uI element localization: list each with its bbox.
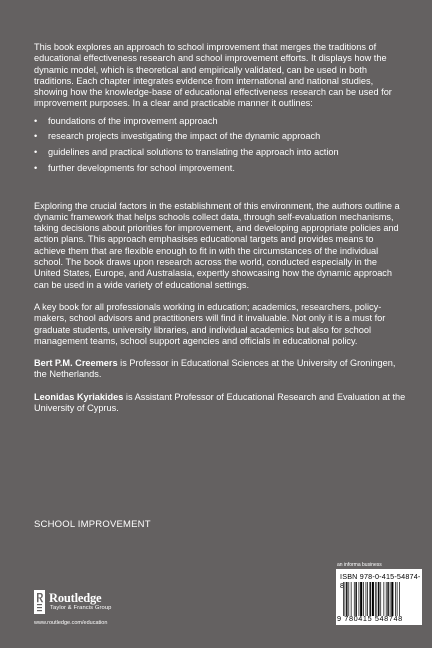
- publisher-logo: [34, 590, 154, 614]
- list-item: • guidelines and practical solutions to translating the approach into action: [34, 147, 406, 163]
- barcode-bar: [346, 582, 347, 616]
- barcode-bar: [351, 582, 352, 616]
- intro-paragraph: This book explores an approach to school improvement that merges the traditions of educational effectiveness research and school improvement efforts. It displays how the dynamic model, which is theoretical and empirically validated, can be used in both traditions. Each chapter integrates evidence from international and national studies, showing how the knowledge-base of educational effectiveness research can be used for improvement purposes. In a clear and practicable manner it outlines:: [34, 42, 392, 109]
- list-item: • further developments for school improvement.: [34, 163, 406, 179]
- routledge-r-icon: [34, 590, 45, 614]
- body-paragraph-2: Exploring the crucial factors in the establishment of this environment, the authors outline a dynamic framework that helps schools collect data, through self-evaluation mechanisms, taking decisions about priorities for improvement, and developing appropriate policies and action plans. This approach emphasises educational targets and provides means to achieve them that are flexible enough to fit in with the circumstances of the individual school. The book draws upon research across the world, conducted especially in the United States, Europe, and Australasia, expertly showcasing how the dynamic approach can be used in a wide variety of educational settings.: [34, 200, 400, 290]
- informa-tagline: an informa business: [337, 562, 382, 568]
- series-name: SCHOOL IMPROVEMENT: [34, 519, 151, 530]
- barcode-bar: [387, 582, 388, 616]
- barcode-bar: [376, 582, 377, 616]
- barcode-bar: [390, 582, 391, 616]
- barcode-bar: [378, 582, 379, 616]
- author-2-bio: [34, 392, 406, 415]
- barcode-bar: [386, 582, 387, 616]
- barcode-bar: [391, 582, 393, 616]
- back-cover-text: [34, 42, 406, 414]
- barcode-bar: [354, 582, 355, 616]
- isbn-text: ISBN 978-0-415-54874-8: [340, 572, 421, 590]
- outline-list: [34, 116, 406, 179]
- barcode-bar: [366, 582, 367, 616]
- barcode-bar: [343, 582, 344, 616]
- author-1-bio: [34, 358, 406, 381]
- barcode-bar: [384, 582, 385, 616]
- barcode-bar: [363, 582, 364, 616]
- body-paragraph-3: A key book for all professionals working in education; academics, researchers, policy-makers, school advisors and practitioners will find it invaluable. Not only it is a must for graduate students, university libraries, and individual academics but also for school management teams, school support agencies and officials in educational policy.: [34, 301, 386, 346]
- author-1-name: Bert P.M. Creemers: [34, 358, 118, 369]
- barcode-bar: [397, 582, 398, 616]
- barcode-bar: [367, 582, 368, 616]
- barcode-bar: [369, 582, 370, 616]
- barcode-bar: [348, 582, 349, 616]
- barcode-bar: [360, 582, 362, 616]
- barcode-bar: [380, 582, 381, 616]
- author-2-description: is Assistant Professor of Educational Research and Evaluation at the University of Cyprus.: [34, 391, 406, 413]
- publisher-group: Taylor & Francis Group: [50, 605, 112, 611]
- barcode-bar: [399, 582, 400, 616]
- barcode-bar: [372, 582, 374, 616]
- publisher-name: Routledge: [49, 591, 102, 605]
- publisher-url: www.routledge.com/education: [34, 620, 108, 626]
- barcode-number: 9 780415 548748: [337, 614, 403, 623]
- barcode-bar: [355, 582, 356, 616]
- barcode-bar: [345, 582, 346, 616]
- list-item: • research projects investigating the impact of the dynamic approach: [34, 131, 406, 147]
- barcode-bar: [375, 582, 376, 616]
- author-2-name: Leonidas Kyriakides: [34, 391, 124, 402]
- barcode-bars: [343, 582, 417, 616]
- barcode-bar: [395, 582, 396, 616]
- barcode-bar: [359, 582, 360, 616]
- barcode: [336, 569, 422, 625]
- author-1-description: is Professor in Educational Sciences at the University of Groningen, the Netherlands.: [34, 358, 396, 380]
- list-item: • foundations of the improvement approach: [34, 116, 406, 132]
